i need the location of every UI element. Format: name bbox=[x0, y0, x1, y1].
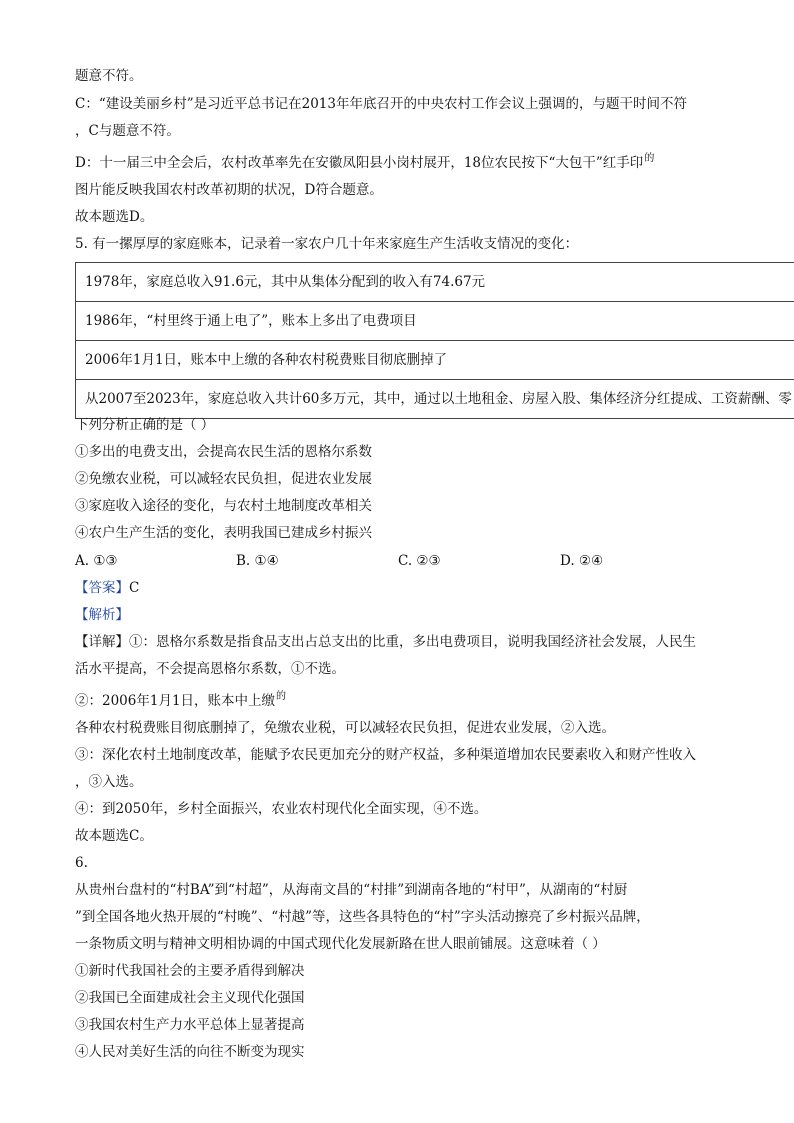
table-row bbox=[76, 302, 794, 341]
statement-1: ①多出的电费支出，会提高农民生活的恩格尔系数 bbox=[75, 444, 372, 460]
analysis-tag bbox=[75, 606, 129, 624]
option-d: D. ②④ bbox=[560, 553, 604, 569]
text-line bbox=[75, 692, 286, 712]
text-line: C：“建设美丽乡村”是习近平总书记在2013年年底召开的中央农村工作会议上强调的，与题干时间不符 bbox=[75, 96, 687, 112]
detail-tag: 【详解】 bbox=[75, 634, 129, 650]
text-line: 故本题选D。 bbox=[75, 209, 154, 225]
question-6-number: 6. bbox=[75, 855, 88, 871]
text-line: ，③入选。 bbox=[75, 774, 143, 790]
text-line bbox=[75, 154, 654, 174]
superscript-char: 的 bbox=[276, 691, 287, 702]
text-line: ④：到2050年，乡村全面振兴，农业农村现代化全面实现，④不选。 bbox=[75, 801, 488, 817]
answer-value: C bbox=[129, 580, 140, 596]
text-line: 活水平提高，不会提高恩格尔系数，①不选。 bbox=[75, 661, 345, 677]
table-row bbox=[76, 380, 794, 419]
text-line-main: ②：2006年1月1日，账本中上缴 bbox=[75, 693, 276, 709]
statement-4: ④人民对美好生活的向往不断变为现实 bbox=[75, 1044, 305, 1060]
question-5-prompt: 下列分析正确的是（ ） bbox=[75, 417, 215, 433]
text-line: ，C与题意不符。 bbox=[75, 123, 180, 139]
table-cell: 2006年1月1日，账本中上缴的各种农村税费账目彻底删掉了 bbox=[85, 352, 448, 368]
option-a: A. ①③ bbox=[75, 553, 118, 569]
table-cell: 从2007至2023年，家庭总收入共计60多万元，其中，通过以土地租金、房屋入股、集体经济分红提成、工资薪酬、零 bbox=[85, 391, 792, 407]
text-line: 故本题选C。 bbox=[75, 828, 153, 844]
table-row bbox=[76, 263, 794, 302]
text-line: 各种农村税费账目彻底删掉了，免缴农业税，可以减轻农民负担，促进农业发展，②入选。 bbox=[75, 720, 615, 736]
text-line: ③：深化农村土地制度改革，能赋予农民更加充分的财产权益，多种渠道增加农民要素收入和财产性收入 bbox=[75, 747, 696, 763]
statement-4: ④农户生产生活的变化，表明我国已建成乡村振兴 bbox=[75, 525, 372, 541]
statement-3: ③家庭收入途径的变化，与农村土地制度改革相关 bbox=[75, 498, 372, 514]
option-c: C. ②③ bbox=[398, 553, 441, 569]
question-6-stem: 一条物质文明与精神文明相协调的中国式现代化发展新路在世人眼前铺展。这意味着（ ） bbox=[75, 936, 606, 952]
question-6-stem: 从贵州台盘村的“村BA”到“村超”，从海南文昌的“村排”到湖南各地的“村甲”，从湖南的“村厨 bbox=[75, 882, 628, 898]
answer-tag: 【答案】 bbox=[75, 580, 129, 596]
superscript-char: 的 bbox=[644, 153, 655, 164]
option-b: B. ①④ bbox=[236, 553, 279, 569]
text-line: 题意不符。 bbox=[75, 68, 143, 84]
ledger-table bbox=[75, 262, 794, 419]
question-5-stem: 5. 有一摞厚厚的家庭账本，记录着一家农户几十年来家庭生产生活收支情况的变化： bbox=[75, 236, 579, 252]
analysis-label: 【解析】 bbox=[75, 607, 129, 623]
statement-2: ②我国已全面建成社会主义现代化强国 bbox=[75, 990, 305, 1006]
question-6-stem: ”到全国各地火热开展的“村晚”、“村越”等，这些各具特色的“村”字头活动擦亮了乡村振兴品牌， bbox=[75, 909, 650, 925]
statement-3: ③我国农村生产力水平总体上显著提高 bbox=[75, 1017, 305, 1033]
table-row bbox=[76, 341, 794, 380]
table-cell: 1986年，“村里终于通上电了”，账本上多出了电费项目 bbox=[85, 313, 417, 329]
detail-text: ①：恩格尔系数是指食品支出占总支出的比重，多出电费项目，说明我国经济社会发展，人民生 bbox=[129, 634, 696, 650]
table-cell: 1978年，家庭总收入91.6元，其中从集体分配到的收入有74.67元 bbox=[85, 274, 486, 290]
statement-2: ②免缴农业税，可以减轻农民负担，促进农业发展 bbox=[75, 471, 372, 487]
statement-1: ①新时代我国社会的主要矛盾得到解决 bbox=[75, 963, 305, 979]
text-line-main: D：十一届三中全会后，农村改革率先在安徽凤阳县小岗村展开，18位农民按下“大包干”红手印 bbox=[75, 155, 644, 171]
text-line: 图片能反映我国农村改革初期的状况，D符合题意。 bbox=[75, 182, 383, 198]
answer-line bbox=[75, 579, 139, 597]
detail-line bbox=[75, 633, 696, 651]
